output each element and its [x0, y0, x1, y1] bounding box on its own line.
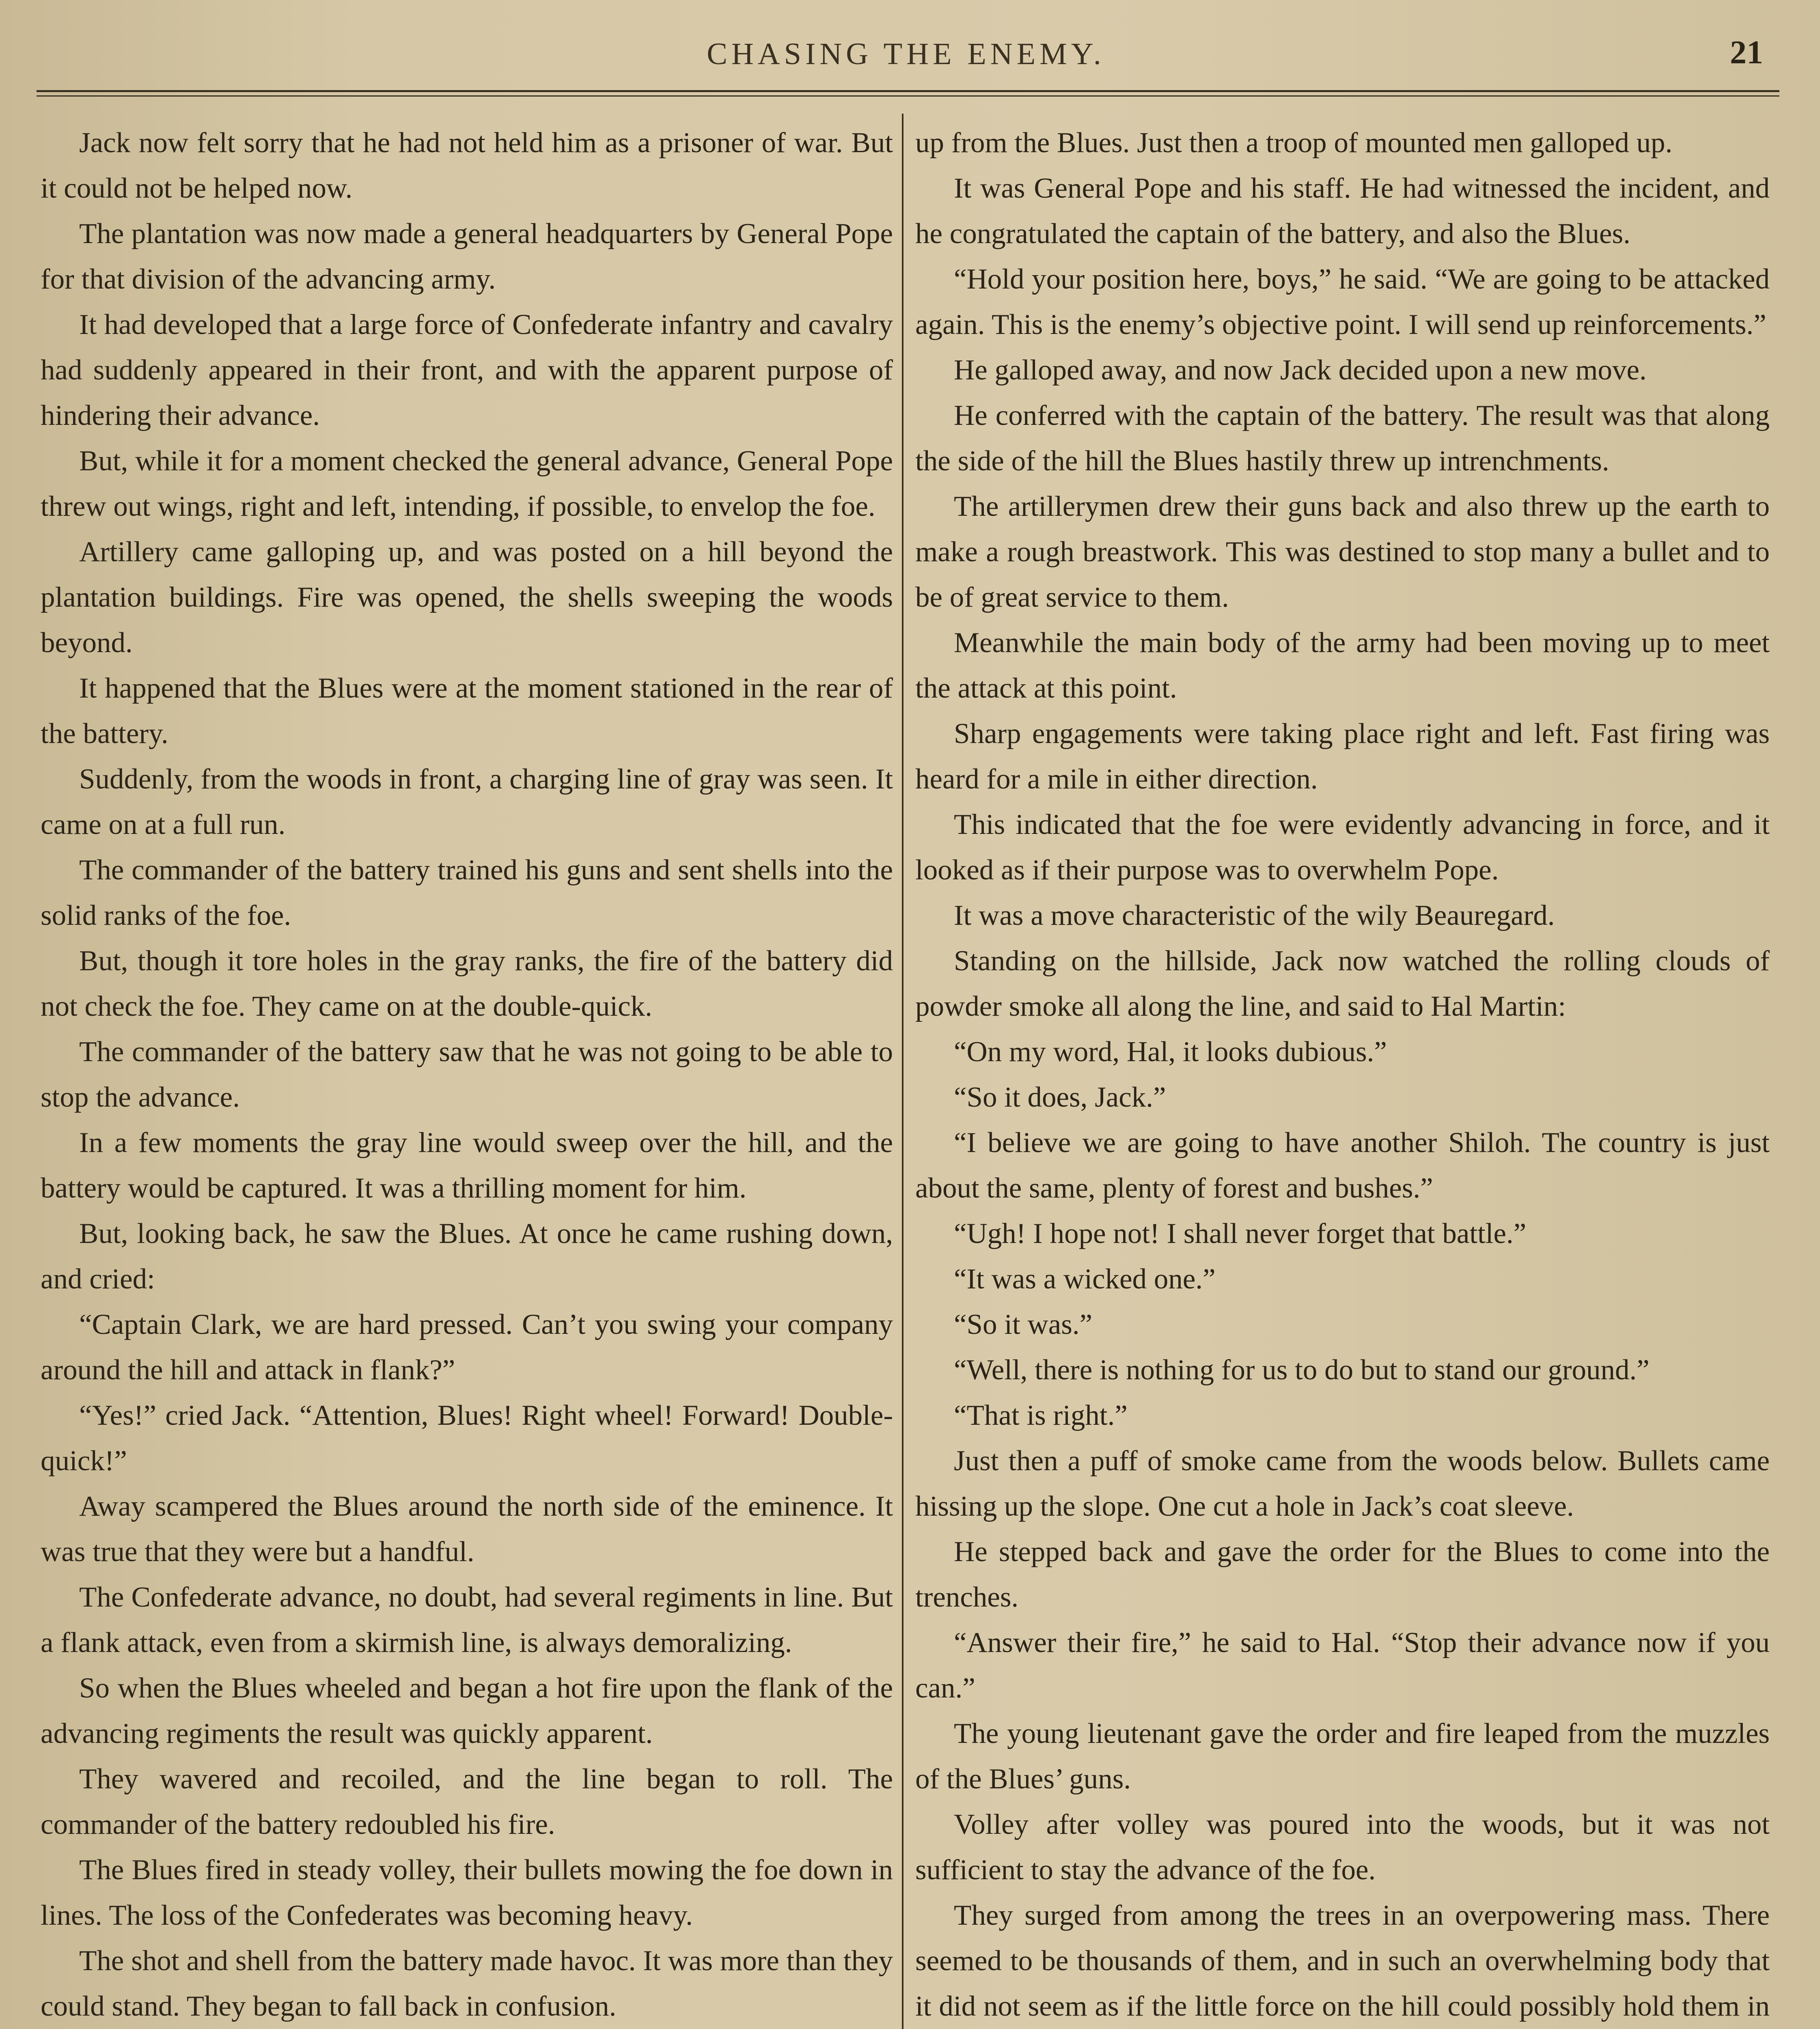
paragraph: “On my word, Hal, it looks dubious.” [954, 1036, 1387, 1068]
paragraph: He stepped back and gave the order for the Blues to come into the trenches. [915, 1536, 1770, 1613]
paragraph: They surged from among the trees in an overpowering mass. There seemed to be thousands of them, and in such an overwhelming body that it did not seem as if the little force on the hill could possibly hold them in [915, 1900, 1770, 2022]
page-number: 21 [1730, 34, 1763, 71]
paragraph: The commander of the battery trained his guns and sent shells into the solid ranks of the foe. [41, 854, 893, 931]
paragraph: In a few moments the gray line would sweep over the hill, and the battery would be captured. It was a thrilling moment for him. [41, 1127, 893, 1204]
paragraph: The Confederate advance, no doubt, had several regiments in line. But a flank attack, even from a skirmish line, is always demoralizing. [41, 1581, 893, 1659]
paragraph: It was General Pope and his staff. He had witnessed the incident, and he congratulated the captain of the battery, and also the Blues. [915, 172, 1770, 250]
paragraph: But, though it tore holes in the gray ranks, the fire of the battery did not check the foe. They came on at the double-quick. [41, 945, 893, 1022]
paragraph: Suddenly, from the woods in front, a charging line of gray was seen. It came on at a full run. [41, 763, 893, 840]
running-title: CHASING THE ENEMY. [707, 37, 1105, 71]
paragraph: Artillery came galloping up, and was posted on a hill beyond the plantation buildings. Fire was opened, the shells sweeping the woods beyond. [41, 536, 893, 659]
header-rule [37, 90, 1779, 97]
paragraph: The young lieutenant gave the order and fire leaped from the muzzles of the Blues’ guns. [915, 1718, 1770, 1795]
paragraph: He galloped away, and now Jack decided upon a new move. [954, 354, 1647, 386]
paragraph: Jack now felt sorry that he had not held him as a prisoner of war. But it could not be helped now. [41, 127, 893, 204]
paragraph: “So it does, Jack.” [954, 1081, 1166, 1113]
paragraph: “It was a wicked one.” [954, 1263, 1216, 1295]
paragraph: He conferred with the captain of the battery. The result was that along the side of the hill the Blues hastily threw up intrenchments. [915, 400, 1770, 477]
column-divider [902, 114, 904, 2029]
paragraph: Standing on the hillside, Jack now watched the rolling clouds of powder smoke all along the line, and said to Hal Martin: [915, 945, 1770, 1022]
paragraph: So when the Blues wheeled and began a hot fire upon the flank of the advancing regiments the result was quickly apparent. [41, 1672, 893, 1749]
paragraph: “That is right.” [954, 1400, 1128, 1431]
paragraph: Volley after volley was poured into the woods, but it was not sufficient to stay the advance of the foe. [915, 1809, 1770, 1886]
paragraph: It had developed that a large force of Confederate infantry and cavalry had suddenly appeared in their front, and with the apparent purpose of hindering their advance. [41, 309, 893, 431]
left-column [41, 120, 893, 2029]
paragraph: But, looking back, he saw the Blues. At once he came rushing down, and cried: [41, 1218, 893, 1295]
paragraph: The shot and shell from the battery made havoc. It was more than they could stand. They began to fall back in confusion. [41, 1945, 893, 2022]
paragraph: Sharp engagements were taking place right and left. Fast firing was heard for a mile in either direction. [915, 718, 1770, 795]
paragraph: It happened that the Blues were at the moment stationed in the rear of the battery. [41, 672, 893, 750]
paragraph-continuation: up from the Blues. Just then a troop of mounted men galloped up. [915, 127, 1673, 159]
paragraph: It was a move characteristic of the wily Beauregard. [954, 900, 1555, 931]
paragraph: “Ugh! I hope not! I shall never forget that battle.” [954, 1218, 1527, 1249]
paragraph: “Answer their fire,” he said to Hal. “Stop their advance now if you can.” [915, 1627, 1770, 1704]
paragraph: “I believe we are going to have another Shiloh. The country is just about the same, plenty of forest and bushes.” [915, 1127, 1770, 1204]
paragraph: The artillerymen drew their guns back and also threw up the earth to make a rough breastwork. This was destined to stop many a bullet and to be of great service to them. [915, 491, 1770, 613]
page-header [37, 24, 1775, 85]
right-column [915, 120, 1770, 2029]
paragraph: “Captain Clark, we are hard pressed. Can’t you swing your company around the hill and attack in flank?” [41, 1309, 893, 1386]
paragraph: This indicated that the foe were evidently advancing in force, and it looked as if their purpose was to overwhelm Pope. [915, 809, 1770, 886]
paragraph: But, while it for a moment checked the general advance, General Pope threw out wings, right and left, intending, if possible, to envelop the foe. [41, 445, 893, 522]
paragraph: “Well, there is nothing for us to do but to stand our ground.” [954, 1354, 1650, 1386]
paragraph: The commander of the battery saw that he was not going to be able to stop the advance. [41, 1036, 893, 1113]
paragraph: The plantation was now made a general headquarters by General Pope for that division of the advancing army. [41, 218, 893, 295]
paragraph: The Blues fired in steady volley, their bullets mowing the foe down in lines. The loss of the Confederates was becoming heavy. [41, 1854, 893, 1931]
paragraph: Away scampered the Blues around the north side of the eminence. It was true that they were but a handful. [41, 1491, 893, 1568]
paragraph: Just then a puff of smoke came from the woods below. Bullets came hissing up the slope. One cut a hole in Jack’s coat sleeve. [915, 1445, 1770, 1522]
paragraph: “Hold your position here, boys,” he said. “We are going to be attacked again. This is the enemy’s objective point. I will send up reinforcements.” [915, 263, 1770, 340]
paragraph: “So it was.” [954, 1309, 1093, 1340]
paragraph: Meanwhile the main body of the army had been moving up to meet the attack at this point. [915, 627, 1770, 704]
paragraph: They wavered and recoiled, and the line began to roll. The commander of the battery redoubled his fire. [41, 1763, 893, 1840]
paragraph: “Yes!” cried Jack. “Attention, Blues! Right wheel! Forward! Double-quick!” [41, 1400, 893, 1477]
